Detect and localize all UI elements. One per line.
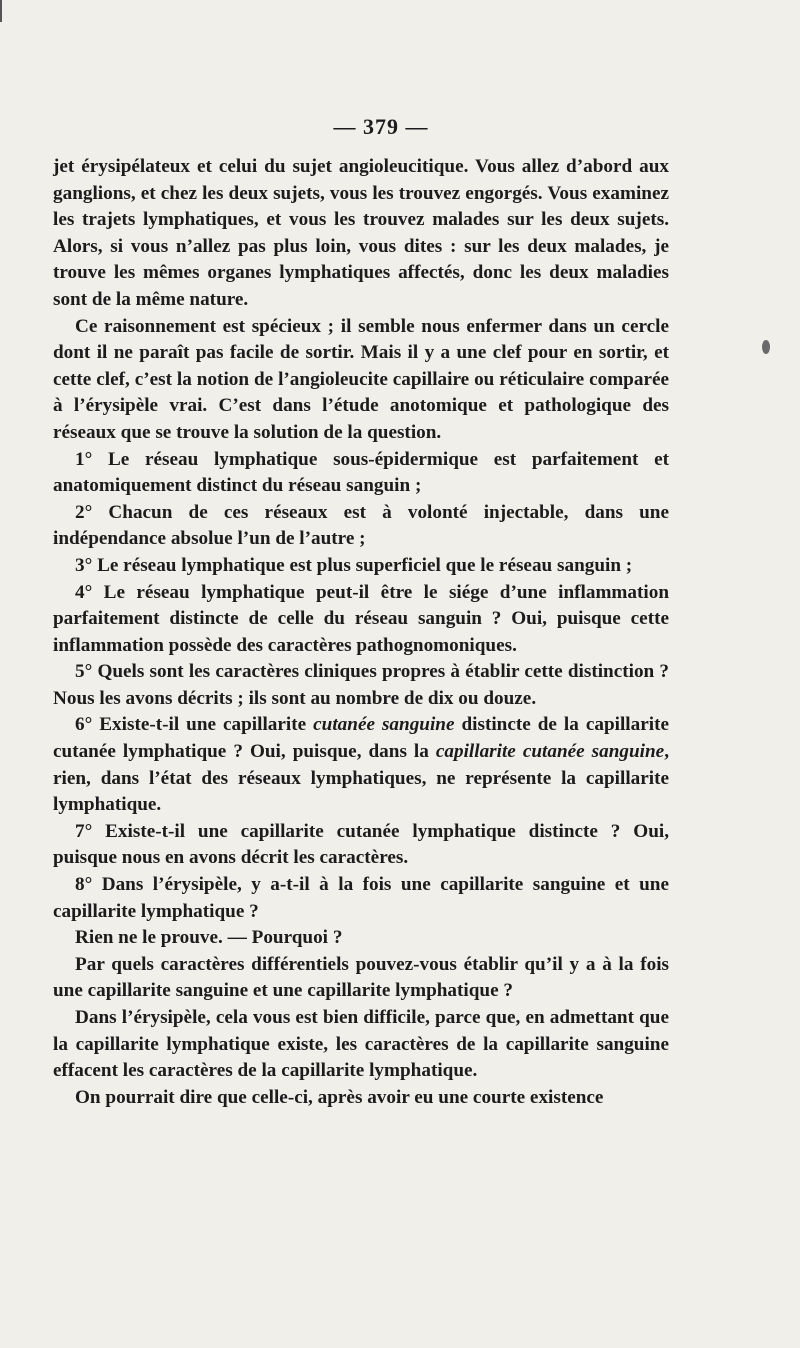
page-number: — 379 — [333, 114, 429, 139]
paragraph-p6: 4° Le réseau lymphatique peut-il être le siége d’une inflammation parfaitement distincte de celle du réseau sanguin ? Oui, puisque cette inflammation possède des caractères pathognomoniques. [53, 581, 669, 656]
paragraph-p10: 8° Dans l’érysipèle, y a-t-il à la fois une capillarite sanguine et une capillarite lymphatique ? [53, 874, 669, 922]
paragraph-p9: 7° Existe-t-il une capillarite cutanée lymphatique distincte ? Oui, puisque nous en avons décrit les caractères. [53, 820, 669, 869]
text-run: , rien, dans l’état des réseaux lymphatiques, ne représente la capillarite lymphatique. [53, 741, 669, 816]
paragraph-p7: 5° Quels sont les caractères cliniques propres à établir cette distinction ? Nous les avons décrits ; ils sont au nombre de dix ou douze. [53, 661, 669, 709]
ink-spot [762, 340, 770, 354]
book-page [53, 112, 669, 1111]
italic-term: capillarite cutanée sanguine [435, 741, 665, 763]
paragraph-p8 [53, 712, 669, 818]
paragraph-p1: jet érysipélateux et celui du sujet angioleucitique. Vous allez d’abord aux ganglions, et chez les deux sujets, vous les trouvez engorgés. Vous examinez les trajets lymphatiques, et vous les trouvez malades sur les deux sujets. Alors, si vous n’allez pas plus loin, vous dites : sur les deux malades, je trouve les mêmes organes lymphatiques affectés, donc les deux maladies sont de la même nature. [53, 156, 669, 310]
text-run: 6° Existe-t-il une capillarite [75, 714, 314, 736]
paragraph-p13: Dans l’érysipèle, cela vous est bien difficile, parce que, en admettant que la capillarite lymphatique existe, les caractères de la capillarite sanguine effacent les caractères de la capillarite lymphatique. [53, 1007, 669, 1082]
paragraph-p12: Par quels caractères différentiels pouvez-vous établir qu’il y a à la fois une capillarite sanguine et une capillarite lymphatique ? [53, 953, 669, 1002]
paragraph-p14: On pourrait dire que celle-ci, après avoir eu une courte existence [75, 1086, 604, 1108]
paragraph-p3: 1° Le réseau lymphatique sous-épidermique est parfaitement et anatomiquement distinct du réseau sanguin ; [53, 448, 669, 497]
paragraph-p11: Rien ne le prouve. — Pourquoi ? [75, 927, 343, 949]
page-body [53, 154, 669, 1111]
italic-term: cutanée sanguine [313, 714, 455, 736]
page-edge-mark [0, 0, 2, 22]
paragraph-p4: 2° Chacun de ces réseaux est à volonté injectable, dans une indépendance absolue l’un de l’autre ; [53, 501, 669, 550]
paragraph-p5: 3° Le réseau lymphatique est plus superficiel que le réseau sanguin ; [75, 554, 633, 576]
paragraph-p2: Ce raisonnement est spécieux ; il semble nous enfermer dans un cercle dont il ne paraît pas facile de sortir. Mais il y a une clef pour en sortir, et cette clef, c’est la notion de l’angioleucite capillaire ou réticulaire comparée à l’érysipèle vrai. C’est dans l’étude anotomique et pathologique des réseaux que se trouve la solution de la question. [53, 315, 669, 443]
text-run: distincte de la capillarite cutanée lymphatique ? Oui, puisque, dans la [53, 714, 669, 763]
